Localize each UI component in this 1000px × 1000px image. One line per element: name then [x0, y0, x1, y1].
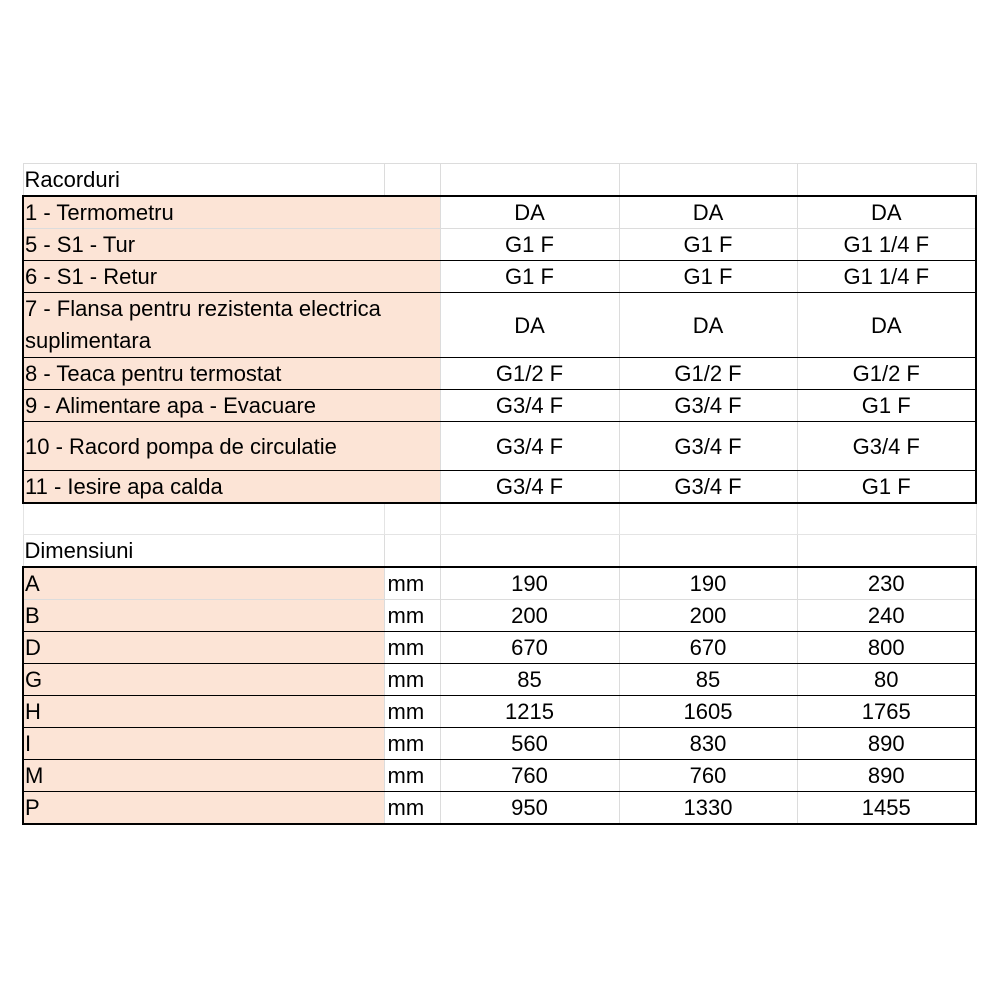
cell-value: 1605 [619, 696, 797, 728]
row-label: A [23, 567, 384, 600]
table-row [23, 422, 976, 471]
cell-value: 1765 [797, 696, 976, 728]
cell-value: 760 [440, 760, 619, 792]
table-row [23, 696, 976, 728]
table-row [23, 261, 976, 293]
cell-value: DA [619, 196, 797, 229]
table-row [23, 760, 976, 792]
cell-value: G1/2 F [797, 358, 976, 390]
cell-value: 670 [440, 632, 619, 664]
cell-value: G3/4 F [440, 422, 619, 471]
table-row [23, 664, 976, 696]
unit-cell: mm [384, 600, 440, 632]
cell-value: 200 [440, 600, 619, 632]
cell-value: 1215 [440, 696, 619, 728]
spec-table [22, 163, 977, 825]
cell-value: G1 F [440, 229, 619, 261]
cell-value: DA [619, 293, 797, 358]
cell-value: G1/2 F [619, 358, 797, 390]
row-label: M [23, 760, 384, 792]
cell-value: 670 [619, 632, 797, 664]
row-label: 11 - Iesire apa calda [23, 471, 440, 504]
row-label: I [23, 728, 384, 760]
table-row [23, 632, 976, 664]
row-label: 8 - Teaca pentru termostat [23, 358, 440, 390]
cell-value: 950 [440, 792, 619, 825]
cell-value: 560 [440, 728, 619, 760]
unit-cell: mm [384, 696, 440, 728]
table-row [23, 567, 976, 600]
cell-value: G3/4 F [619, 390, 797, 422]
cell-value: 240 [797, 600, 976, 632]
unit-cell: mm [384, 664, 440, 696]
unit-cell: mm [384, 567, 440, 600]
cell-value: 890 [797, 728, 976, 760]
cell-value: DA [797, 196, 976, 229]
cell-value: DA [440, 293, 619, 358]
cell-value: 200 [619, 600, 797, 632]
table-row [23, 728, 976, 760]
table-row [23, 358, 976, 390]
cell-value: G3/4 F [440, 471, 619, 504]
table-row [23, 792, 976, 825]
cell-value: 190 [619, 567, 797, 600]
cell-value: G1 F [619, 229, 797, 261]
section-title-racorduri: Racorduri [23, 164, 384, 197]
table-row [23, 600, 976, 632]
unit-cell: mm [384, 760, 440, 792]
cell-value: G1 1/4 F [797, 261, 976, 293]
cell-value: 85 [619, 664, 797, 696]
spreadsheet [22, 163, 975, 825]
cell-value: G3/4 F [619, 471, 797, 504]
cell-value: DA [797, 293, 976, 358]
cell-value: G1 1/4 F [797, 229, 976, 261]
table-row [23, 229, 976, 261]
unit-cell: mm [384, 728, 440, 760]
cell-value: G1 F [797, 471, 976, 504]
unit-cell: mm [384, 792, 440, 825]
row-label: G [23, 664, 384, 696]
cell-value: 830 [619, 728, 797, 760]
row-label: D [23, 632, 384, 664]
section-title-dimensiuni: Dimensiuni [23, 535, 384, 568]
table-row [23, 390, 976, 422]
row-label: B [23, 600, 384, 632]
cell-value: G3/4 F [797, 422, 976, 471]
cell-value: 1455 [797, 792, 976, 825]
cell-value: 760 [619, 760, 797, 792]
table-row [23, 196, 976, 229]
cell-value: G1 F [440, 261, 619, 293]
table-row [23, 293, 976, 358]
row-label: 10 - Racord pompa de circulatie [23, 422, 440, 471]
cell-value: DA [440, 196, 619, 229]
table-row [23, 471, 976, 504]
section-header-dimensiuni [23, 535, 976, 568]
cell-value: G3/4 F [619, 422, 797, 471]
cell-value: 190 [440, 567, 619, 600]
cell-value: G1 F [797, 390, 976, 422]
cell-value: 85 [440, 664, 619, 696]
row-label: H [23, 696, 384, 728]
cell-value: 1330 [619, 792, 797, 825]
row-label: 7 - Flansa pentru rezistenta electrica suplimentara [23, 293, 440, 358]
cell-value: G1 F [619, 261, 797, 293]
cell-value: G1/2 F [440, 358, 619, 390]
unit-cell: mm [384, 632, 440, 664]
row-label: P [23, 792, 384, 825]
cell-value: 80 [797, 664, 976, 696]
spacer-row [23, 503, 976, 535]
row-label: 1 - Termometru [23, 196, 440, 229]
row-label: 6 - S1 - Retur [23, 261, 440, 293]
row-label: 9 - Alimentare apa - Evacuare [23, 390, 440, 422]
section-header-racorduri [23, 164, 976, 197]
row-label: 5 - S1 - Tur [23, 229, 440, 261]
cell-value: 230 [797, 567, 976, 600]
cell-value: G3/4 F [440, 390, 619, 422]
cell-value: 890 [797, 760, 976, 792]
cell-value: 800 [797, 632, 976, 664]
